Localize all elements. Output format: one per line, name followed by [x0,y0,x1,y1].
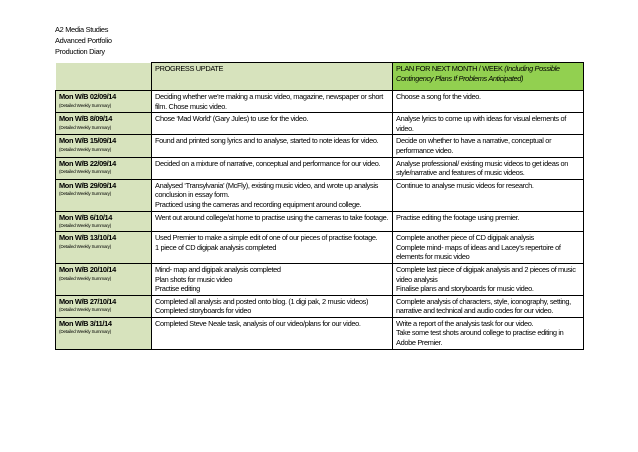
progress-cell [152,211,393,232]
progress-cell [152,179,393,211]
week-cell [56,232,152,264]
plan-line: Choose a song for the video. [396,92,481,101]
course-title: A2 Media Studies [55,25,109,34]
progress-line: Completed all analysis and posted onto blog. (1 digi pak, 2 music videos) [155,296,369,306]
week-cell [56,295,152,317]
header-blank-cell [56,63,152,91]
table-row [56,135,584,157]
progress-cell [152,263,393,295]
plan-line: Analyse professional/ existing music videos to get ideas on style/narrative and features of music videos. [396,158,569,178]
table-row [56,91,584,113]
week-cell [56,211,152,232]
progress-line: Decided on a mixture of narrative, conceptual and performance for our video. [155,158,381,168]
plan-line: Analyse lyrics to come up with ideas for visual elements of video. [396,114,566,133]
plan-line: Finalise plans and storyboards for music video. [396,284,534,294]
progress-cell [152,157,393,179]
progress-cell [152,232,393,264]
plan-header-italic2: Contingency Plans If Problems Anticipated) [396,73,524,83]
table-row [56,113,584,135]
plan-cell [393,317,584,349]
plan-line: Write a report of the analysis task for our video. [396,318,534,328]
week-label: Mon W/B 29/09/14 [59,180,116,190]
plan-header-italic1: (Including Possible [502,64,560,73]
plan-cell [393,135,584,157]
week-cell [56,179,152,211]
plan-line: Continue to analyse music videos for research. [396,180,534,190]
plan-line: Complete mind- maps of ideas and Lacey’s repertoire of elements for music video [396,242,561,262]
plan-line: Complete another piece of CD digipak analysis [396,233,534,243]
plan-cell [393,179,584,211]
table-row [56,317,584,349]
plan-cell [393,232,584,264]
week-label: Mon W/B 02/09/14 [59,92,116,101]
week-cell [56,317,152,349]
week-cell [56,263,152,295]
progress-cell [152,113,393,135]
plan-cell [393,211,584,232]
progress-line: Completed storyboards for video [155,306,251,316]
plan-line: Decide on whether to have a narrative, conceptual or performance video. [396,136,552,155]
progress-cell [152,135,393,157]
progress-line: Went out around college/at home to practise using the cameras to take footage. [155,212,389,222]
table-header-row [56,63,584,91]
progress-line: Completed Steve Neale task, analysis of our video/plans for our video. [155,318,361,328]
progress-line: Found and printed song lyrics and to analyse, started to note ideas for video. [155,136,379,146]
table-row [56,232,584,264]
progress-line: Deciding whether we’re making a music video, magazine, newspaper or short film. Chose music video. [155,92,383,111]
progress-line: Practise editing [155,284,200,294]
progress-line: 1 piece of CD digipak analysis completed [155,242,277,252]
week-sublabel: (Detailed Weekly Summary) [59,146,112,152]
week-label: Mon W/B 8/09/14 [59,114,113,124]
progress-line: Plan shots for music video [155,274,233,284]
week-cell [56,113,152,135]
week-sublabel: (Detailed Weekly Summary) [59,223,112,229]
week-sublabel: (Detailed Weekly Summary) [59,102,112,108]
progress-cell [152,317,393,349]
table-row [56,179,584,211]
plan-header-bold: PLAN FOR NEXT MONTH / WEEK [396,64,503,73]
progress-line: Analysed ‘Transylvania’ (McFly), existing music video, and wrote up analysis conclusion in essay form. [155,180,378,200]
week-sublabel: (Detailed Weekly Summary) [59,329,112,335]
plan-cell [393,295,584,317]
week-sublabel: (Detailed Weekly Summary) [59,307,112,313]
week-label: Mon W/B 3/11/14 [59,318,112,328]
progress-update-header: PROGRESS UPDATE [152,63,393,91]
week-label: Mon W/B 13/10/14 [59,233,116,243]
week-sublabel: (Detailed Weekly Summary) [59,243,112,249]
week-sublabel: (Detailed Weekly Summary) [59,124,112,130]
week-label: Mon W/B 22/09/14 [59,158,116,168]
plan-cell [393,157,584,179]
table-row [56,211,584,232]
plan-line: Take some test shots around college to practise editing in Adobe Premier. [396,328,564,348]
table-row [56,263,584,295]
week-sublabel: (Detailed Weekly Summary) [59,169,112,175]
table-row [56,295,584,317]
document-header [55,24,112,57]
plan-cell [393,263,584,295]
plan-line: Practise editing the footage using premier. [396,212,519,222]
table-row [56,157,584,179]
week-cell [56,135,152,157]
production-diary-table [55,62,584,350]
plan-line: Complete analysis of characters, style, iconography, setting, narrative and technical and audio codes for our video. [396,296,571,316]
progress-line: Used Premier to make a simple edit of one of our pieces of practise footage. [155,233,378,243]
progress-cell [152,91,393,113]
progress-line: Chose ‘Mad World’ (Gary Jules) to use for the video. [155,114,309,124]
week-label: Mon W/B 6/10/14 [59,212,113,222]
plan-line: Complete last piece of digipak analysis and 2 pieces of music video analysis [396,264,576,284]
plan-next-header [393,63,584,91]
week-sublabel: (Detailed Weekly Summary) [59,275,112,281]
progress-cell [152,295,393,317]
plan-cell [393,91,584,113]
week-label: Mon W/B 27/10/14 [59,296,116,306]
diary-title: Production Diary [55,47,105,56]
week-sublabel: (Detailed Weekly Summary) [59,191,112,197]
week-cell [56,157,152,179]
progress-line: Mind- map and digipak analysis completed [155,264,281,274]
week-label: Mon W/B 15/09/14 [59,136,116,146]
week-label: Mon W/B 20/10/14 [59,264,116,274]
portfolio-title: Advanced Portfolio [55,36,112,45]
progress-line: Practiced using the cameras and recording equipment around college. [155,199,362,209]
week-cell [56,91,152,113]
plan-cell [393,113,584,135]
